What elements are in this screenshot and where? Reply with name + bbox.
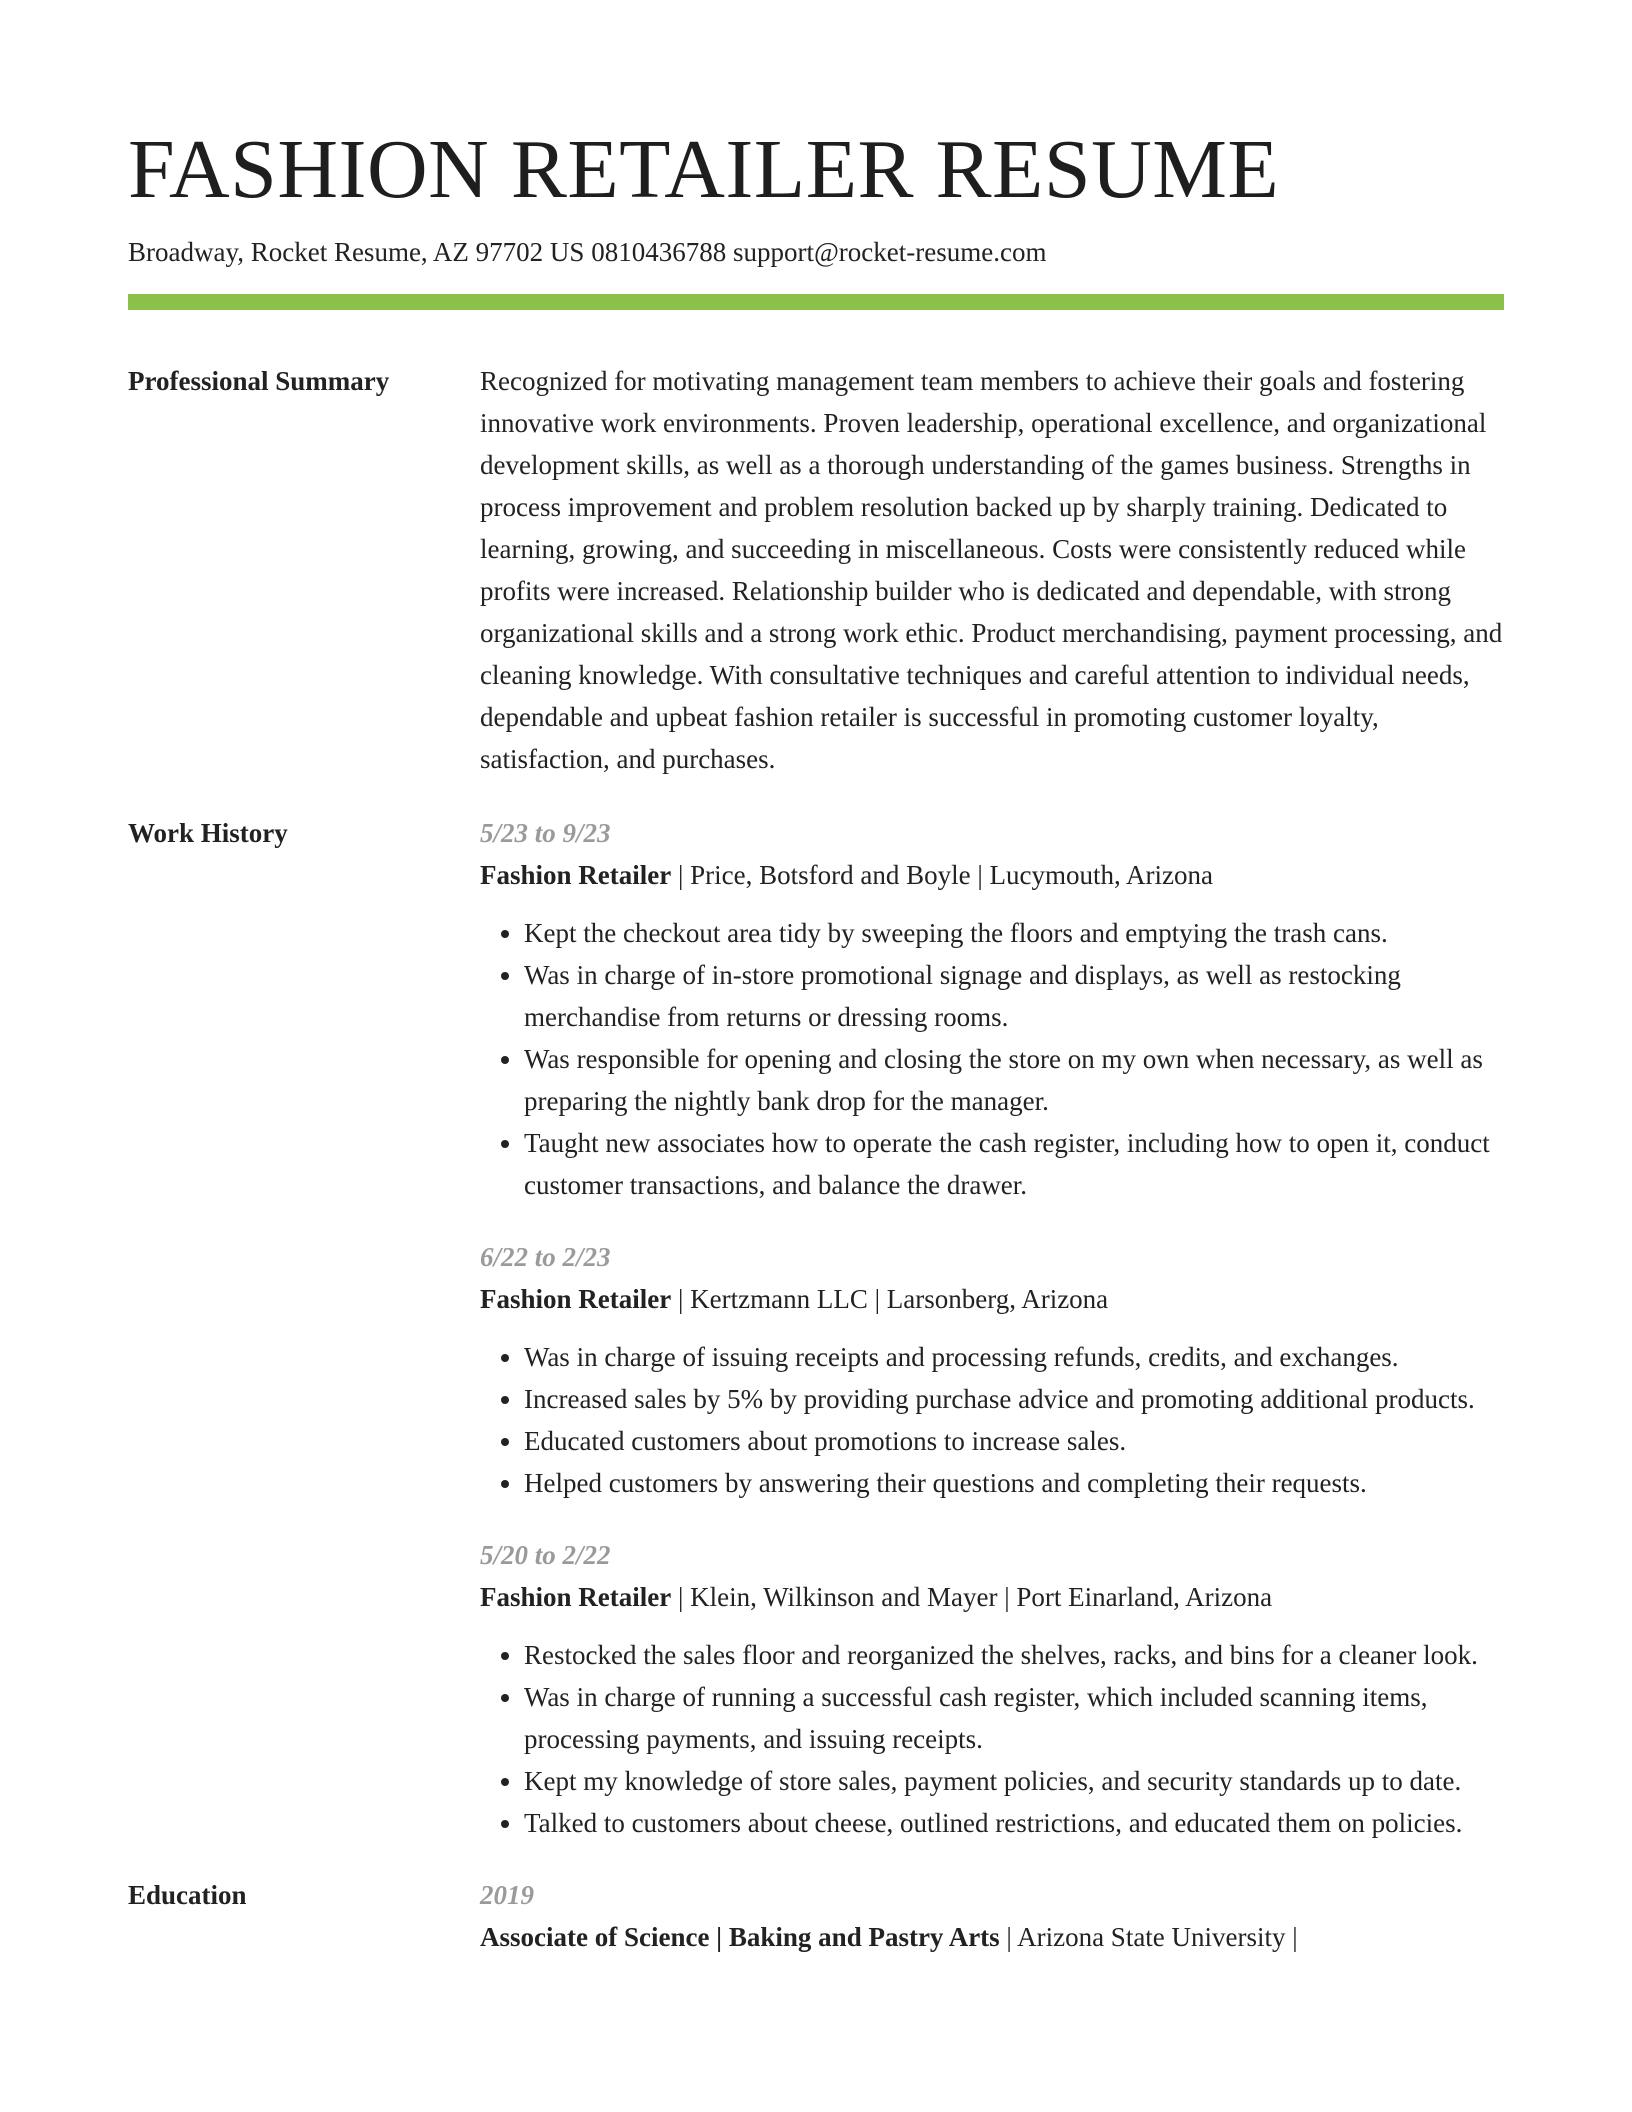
work-history-section xyxy=(128,812,1504,1844)
job-bullet: • Was responsible for opening and closing the store on my own when necessary, as well as preparing the nightly bank drop for the manager. xyxy=(524,1038,1504,1122)
job-bullet: • Was in charge of issuing receipts and processing refunds, credits, and exchanges. xyxy=(524,1336,1504,1378)
job-dates: 5/23 to 9/23 xyxy=(480,818,611,848)
job-bullet: • Helped customers by answering their questions and completing their requests. xyxy=(524,1462,1504,1504)
education-school: | Arizona State University | xyxy=(999,1922,1298,1952)
job-bullet: • Restocked the sales floor and reorganized the shelves, racks, and bins for a cleaner look. xyxy=(524,1634,1504,1676)
summary-section xyxy=(128,360,1504,780)
job-bullet: • Was in charge of in-store promotional signage and displays, as well as restocking merchandise from returns or dressing rooms. xyxy=(524,954,1504,1038)
education-year: 2019 xyxy=(480,1880,534,1910)
job-title-line xyxy=(480,1278,1504,1320)
job-employer-location: | Price, Botsford and Boyle | Lucymouth, Arizona xyxy=(671,860,1213,890)
contact-line: Broadway, Rocket Resume, AZ 97702 US 0810436788 support@rocket-resume.com xyxy=(128,237,1047,267)
job-bullet: • Talked to customers about cheese, outlined restrictions, and educated them on policies. xyxy=(524,1802,1504,1844)
job-bullet: • Taught new associates how to operate the cash register, including how to open it, conduct customer transactions, and balance the drawer. xyxy=(524,1122,1504,1206)
section-label-education: Education xyxy=(128,1880,247,1910)
resume-title: FASHION RETAILER RESUME xyxy=(128,123,1280,216)
education-section xyxy=(128,1874,1504,1958)
job-role: Fashion Retailer xyxy=(480,860,672,890)
job-bullet: • Educated customers about promotions to increase sales. xyxy=(524,1420,1504,1462)
job-entry xyxy=(480,1534,1504,1844)
job-title-line xyxy=(480,854,1504,896)
section-label-work-history: Work History xyxy=(128,818,288,848)
summary-text: Recognized for motivating management team members to achieve their goals and fostering innovative work environments. Proven leadership, operational excellence, and organizational development skills, as well as a thorough understanding of the games business. Strengths in process improvement and problem resolution backed up by sharply training. Dedicated to learning, growing, and succeeding in miscellaneous. Costs were consistently reduced while profits were increased. Relationship builder who is dedicated and dependable, with strong organizational skills and a strong work ethic. Product merchandising, payment processing, and cleaning knowledge. With consultative techniques and careful attention to individual needs, dependable and upbeat fashion retailer is successful in promoting customer loyalty, satisfaction, and purchases. xyxy=(480,366,1503,774)
job-entry xyxy=(480,812,1504,1206)
job-bullets xyxy=(480,1634,1504,1844)
job-role: Fashion Retailer xyxy=(480,1582,672,1612)
job-entry xyxy=(480,1236,1504,1504)
job-bullet: • Kept my knowledge of store sales, payment policies, and security standards up to date. xyxy=(524,1760,1504,1802)
resume-page xyxy=(128,120,1504,1958)
section-label-summary: Professional Summary xyxy=(128,366,390,396)
job-title-line xyxy=(480,1576,1504,1618)
job-employer-location: | Klein, Wilkinson and Mayer | Port Einarland, Arizona xyxy=(671,1582,1273,1612)
education-degree: Associate of Science | Baking and Pastry Arts xyxy=(480,1922,1000,1952)
job-dates: 6/22 to 2/23 xyxy=(480,1242,611,1272)
job-bullets xyxy=(480,912,1504,1206)
accent-divider xyxy=(128,294,1504,310)
job-role: Fashion Retailer xyxy=(480,1284,672,1314)
job-dates: 5/20 to 2/22 xyxy=(480,1540,611,1570)
job-bullets xyxy=(480,1336,1504,1504)
education-line xyxy=(480,1916,1504,1958)
job-bullet: • Was in charge of running a successful cash register, which included scanning items, processing payments, and issuing receipts. xyxy=(524,1676,1504,1760)
job-bullet: • Increased sales by 5% by providing purchase advice and promoting additional products. xyxy=(524,1378,1504,1420)
job-employer-location: | Kertzmann LLC | Larsonberg, Arizona xyxy=(671,1284,1109,1314)
job-bullet: • Kept the checkout area tidy by sweeping the floors and emptying the trash cans. xyxy=(524,912,1504,954)
